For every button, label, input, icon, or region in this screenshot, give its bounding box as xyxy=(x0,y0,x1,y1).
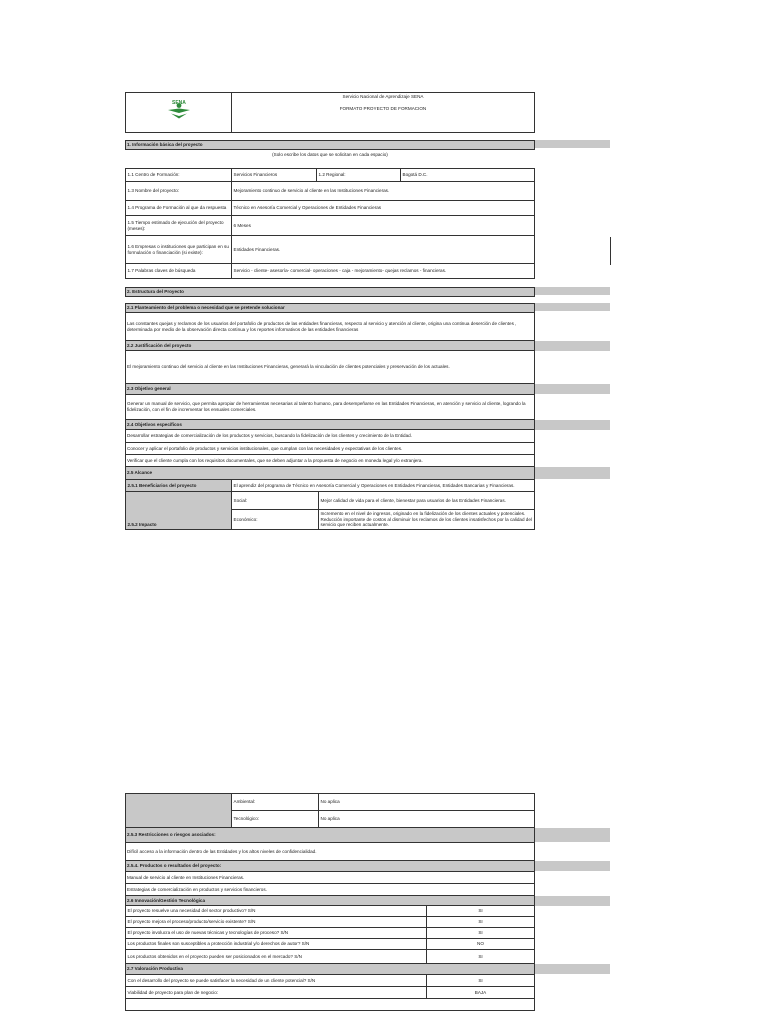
ext-bar xyxy=(535,420,610,430)
innovacion-answer: SI xyxy=(426,906,534,916)
impacto-tecnologico-value: No aplica xyxy=(318,811,534,827)
regional-value: Bogotá D.C. xyxy=(400,169,534,181)
innovacion-row xyxy=(125,917,535,928)
impacto-ambiental-label: Ambiental: xyxy=(231,794,318,811)
innovacion-answer: NO xyxy=(426,939,534,949)
innovacion-row xyxy=(125,939,535,950)
productos-title: 2.5.4. Productos o resultados del proyecto: xyxy=(125,861,535,872)
planteamiento-text: Las constantes quejas y reclamos de los usuarios del portafolio de productos de las entidades financieras, respecto al servicio y atención al cliente, origina una continua deserción de clientes , determinada por medio de la observación directa continua y los reportes informativos de las entidades financieras xyxy=(125,313,535,341)
innovacion-question: El proyecto involucra el uso de nuevas técnicas y tecnologías de proceso? S/N xyxy=(127,930,289,936)
row-programa xyxy=(125,201,535,216)
innovacion-question: El proyecto resuelve una necesidad del sector productivo? S/N xyxy=(127,908,256,914)
row-nombre xyxy=(125,182,535,201)
objetivo-especifico-item: Verificar que el cliente cumpla con los requisitos documentales, que se deben adjuntar a la propuesta de negocio en moneda legal y/o extranjera. xyxy=(125,455,535,467)
valoracion-answer: BAJA xyxy=(426,987,534,998)
impacto-tecnologico-label: Tecnológico: xyxy=(231,811,318,827)
ext-bar xyxy=(535,861,610,871)
innovacion-answer: SI xyxy=(426,917,534,927)
objetivo-especifico-item: Conocer y aplicar el portafolio de productos y servicios institucionales, que cumplan con las necesidades y expectativas de los clientes. xyxy=(125,443,535,455)
justificacion-text: El mejoramiento continuo del servicio al cliente en las Instituciones Financieras, generará la vinculación de clientes potenciales y preservación de los actuales. xyxy=(125,351,535,384)
ext-bar xyxy=(535,828,610,842)
row-tiempo xyxy=(125,216,535,236)
nombre-label: 1.3 Nombre del proyecto: xyxy=(127,188,180,194)
row-centro xyxy=(125,168,535,182)
valoracion-answer: SI xyxy=(426,975,534,986)
ext-bar xyxy=(535,964,610,974)
valoracion-row xyxy=(125,987,535,999)
section-2-title: 2. Estructura del Proyecto xyxy=(125,287,535,297)
impacto-block-cont xyxy=(125,793,535,828)
impacto-label-cont xyxy=(126,794,231,827)
centro-value: Servicios Financieros xyxy=(231,169,316,181)
title-cell xyxy=(231,93,534,132)
centro-label: 1.1 Centro de Formación: xyxy=(127,172,180,178)
planteamiento-title: 2.1 Planteamiento del problema o necesidad que se pretende solucionar xyxy=(125,303,535,313)
innovacion-title: 2.6 Innovación/Gestión Tecnológica xyxy=(125,896,535,906)
valoracion-row xyxy=(125,975,535,987)
ext-bar xyxy=(535,140,610,148)
vertical-divider xyxy=(610,237,611,265)
ext-bar xyxy=(535,896,610,906)
logo-text: SENA xyxy=(172,100,186,106)
producto-item: Manual de servicio al cliente en Instituciones Financieras. xyxy=(125,872,535,884)
objetivos-especificos-title: 2.4 Objetivos específicos xyxy=(125,420,535,430)
tiempo-value: 6 Meses xyxy=(231,216,534,235)
section-1-title: 1. Información básica del proyecto xyxy=(125,140,535,150)
objetivo-general-title: 2.3 Objetivo general xyxy=(125,384,535,395)
innovacion-row xyxy=(125,906,535,917)
ext-bar xyxy=(535,467,610,479)
regional-label: 1.2 Regional: xyxy=(316,169,400,181)
ext-bar xyxy=(535,341,610,351)
palabras-label: 1.7 Palabras claves de búsqueda xyxy=(127,268,196,274)
innovacion-answer: SI xyxy=(426,928,534,938)
beneficiarios-label: 2.5.1 Beneficiarios del proyecto xyxy=(126,480,231,491)
palabras-value: Servicio - cliente- asesoría- comercial- operaciones - caja - mejoramiento- quejas reclamos - financieras. xyxy=(231,264,534,278)
ext-bar xyxy=(535,303,610,311)
ext-bar xyxy=(535,384,610,394)
objetivo-especifico-item: Desarrollar estrategias de comercialización de los productos y servicios, buscando la fidelización de los clientes y crecimiento de la Entidad. xyxy=(125,430,535,443)
beneficiarios-value: El aprendiz del programa de Técnico en Asesoría Comercial y Operaciones en Entidades Financieras, Entidades Bancarias y Financieras. xyxy=(231,480,534,491)
programa-value: Técnico en Asesoría Comercial y Operaciones de Entidades Financieras xyxy=(231,201,534,215)
impacto-economico-label: Económico: xyxy=(231,510,318,529)
row-beneficiarios xyxy=(125,480,535,492)
nombre-value: Mejoramiento continuo de servicio al cliente en las Instituciones Financieras. xyxy=(231,182,534,200)
valoracion-title: 2.7 Valoración Productiva xyxy=(125,964,535,975)
impacto-economico-value: Incremento en el nivel de ingresos, originado en la fidelización de los clientes actuales y potenciales. Reducción importante de costos al disminuir los reclamos de los clientes insatisfechos por la calidad del servicio que reciben actualmente. xyxy=(318,510,534,529)
document-title: FORMATO PROYECTO DE FORMACION xyxy=(339,105,427,111)
innovacion-question: Los productos finales son susceptibles a protección industrial y/o derechos de autor? S/N xyxy=(127,941,310,947)
restricciones-title: 2.5.3 Restricciones o riesgos asociados: xyxy=(125,828,535,843)
logo-cell xyxy=(126,93,231,132)
alcance-title: 2.5 Alcance xyxy=(125,467,535,480)
impacto-social-value: Mejor calidad de vida para el cliente, bienestar para usuarios de las Entidades Financieras. xyxy=(318,492,534,510)
org-name: Servicio Nacional de Aprendizaje SENA xyxy=(342,94,424,99)
impacto-social-label: Social: xyxy=(231,492,318,510)
valoracion-question: Con el desarrollo del proyecto se puede satisfacer la necesidad de un cliente potencial? S/N xyxy=(127,977,316,983)
innovacion-question: Los productos obtenidos en el proyecto pueden ser posicionados en el mercado? S/N xyxy=(127,953,302,959)
empresas-value: Entidades Financieras. xyxy=(231,236,534,263)
valoracion-question: Viabilidad de proyecto para plan de negocio: xyxy=(127,989,219,995)
header-block xyxy=(125,92,535,133)
impacto-ambiental-value: No aplica xyxy=(318,794,534,811)
impacto-block xyxy=(125,492,535,530)
empresas-label: 1.6 Empresas o instituciones que participan en su formulación o financiación (si existe): xyxy=(127,243,229,255)
section-1-note: (Solo escribe los datos que se solicitan en cada espacio) xyxy=(125,150,535,160)
innovacion-answer: SI xyxy=(426,950,534,963)
ext-bar xyxy=(535,287,610,295)
row-palabras xyxy=(125,264,535,279)
programa-label: 1.4 Programa de Formación al que da respuesta xyxy=(127,205,227,211)
objetivo-general-text: Generar un manual de servicio, que permita apropiar de herramientas necesarias al talento humano, para desempeñarse en las Entidades Financieras, en atención y servicio al cliente, logrando la fidelización, con el fin de incrementar los ensuales comerciales. xyxy=(125,395,535,420)
tiempo-label: 1.5 Tiempo estimado de ejecución del proyecto (meses): xyxy=(127,219,224,231)
row-empresas xyxy=(125,236,535,264)
innovacion-row xyxy=(125,950,535,964)
innovacion-question: El proyecto mejora el proceso/producto/servicio existente? S/N xyxy=(127,919,256,925)
innovacion-row xyxy=(125,928,535,939)
justificacion-title: 2.2 Justificación del proyecto xyxy=(125,341,535,351)
impacto-label-text: 2.5.2 Impacto xyxy=(127,522,157,528)
restricciones-text: Difícil acceso a la información dentro de las Entidades y los altos niveles de confidencialidad. xyxy=(125,843,535,861)
impacto-label xyxy=(126,492,231,529)
blank-row xyxy=(125,999,535,1011)
producto-item: Estrategias de comercialización en productos y servicios financieros. xyxy=(125,884,535,896)
